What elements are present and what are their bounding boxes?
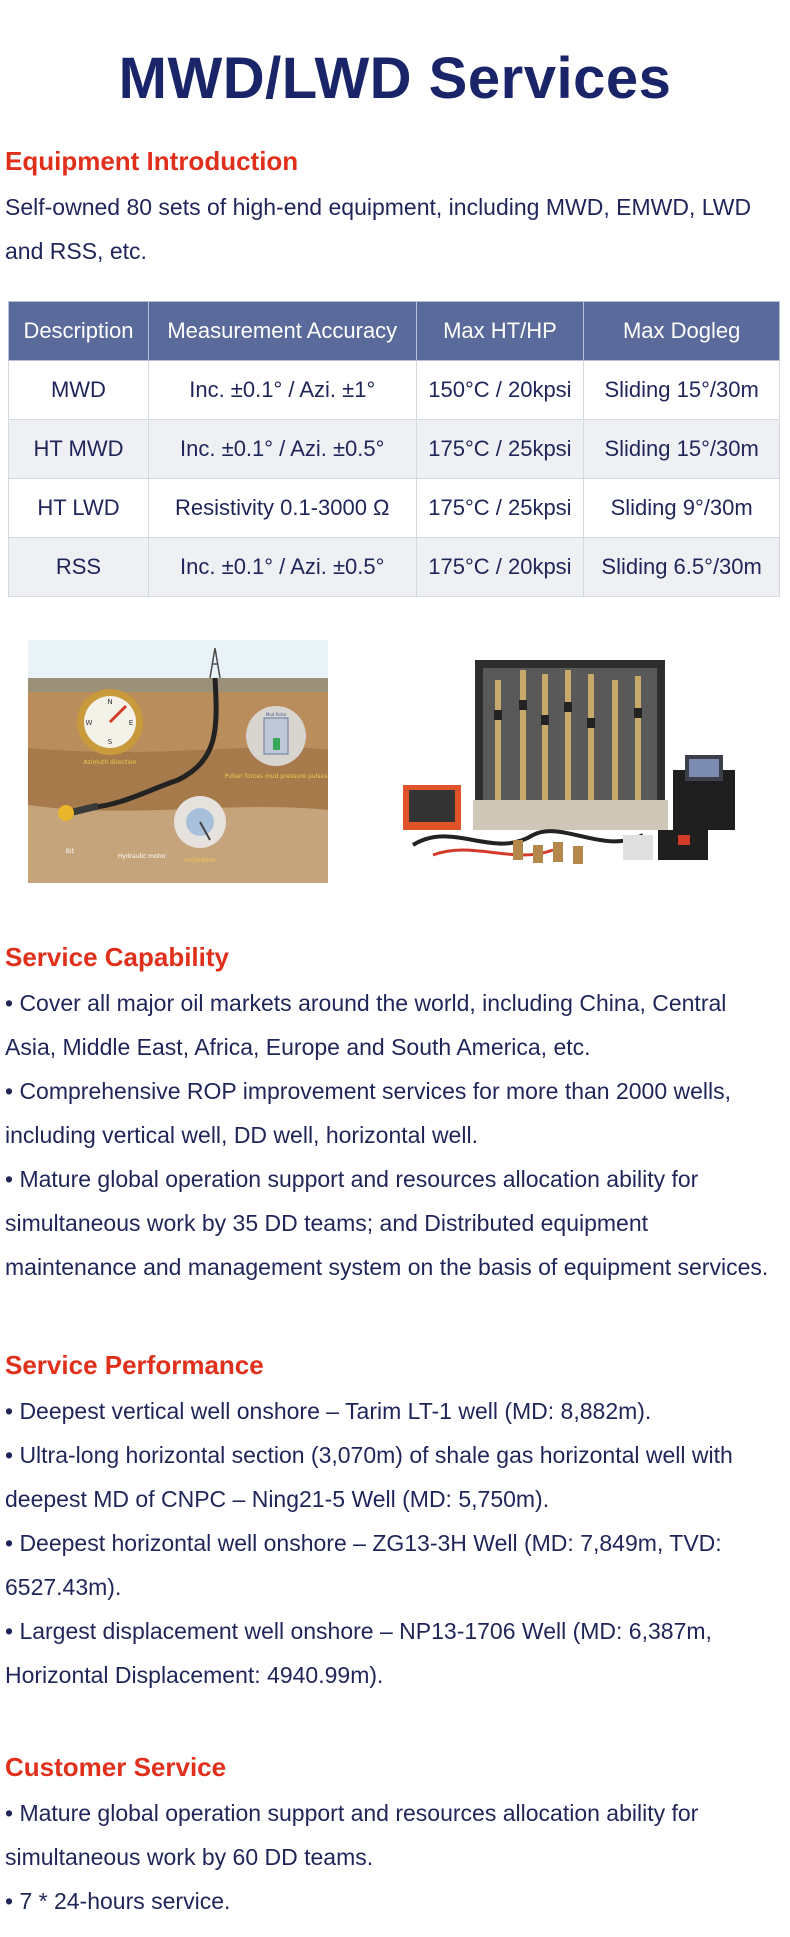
table-cell: HT LWD bbox=[9, 479, 149, 538]
compass-w-label: W bbox=[85, 719, 93, 727]
capability-line: • Cover all major oil markets around the world, including China, Central bbox=[5, 990, 727, 1016]
table-header-cell: Measurement Accuracy bbox=[148, 302, 416, 361]
performance-line: • Deepest horizontal well onshore – ZG13-3H Well (MD: 7,849m, TVD: bbox=[5, 1530, 722, 1556]
performance-line: Horizontal Displacement: 4940.99m). bbox=[5, 1662, 384, 1688]
customer-line: • 7 * 24-hours service. bbox=[5, 1888, 231, 1914]
customer-line: simultaneous work by 60 DD teams. bbox=[5, 1844, 374, 1870]
capability-line: • Mature global operation support and resources allocation ability for bbox=[5, 1166, 699, 1192]
table-cell: 175°C / 25kpsi bbox=[416, 479, 584, 538]
equipment-intro-line: Self-owned 80 sets of high-end equipment, including MWD, EMWD, LWD bbox=[5, 194, 752, 220]
azimuth-label: Azimuth direction bbox=[83, 759, 137, 766]
table-cell: Inc. ±0.1° / Azi. ±0.5° bbox=[148, 538, 416, 597]
table-cell: Sliding 15°/30m bbox=[584, 361, 780, 420]
table-cell: Inc. ±0.1° / Azi. ±0.5° bbox=[148, 420, 416, 479]
table-cell: Sliding 6.5°/30m bbox=[584, 538, 780, 597]
table-cell: MWD bbox=[9, 361, 149, 420]
performance-line: • Largest displacement well onshore – NP13-1706 Well (MD: 6,387m, bbox=[5, 1618, 712, 1644]
mwd-diagram-image bbox=[28, 640, 328, 883]
bit-label: Bit bbox=[65, 848, 75, 855]
table-row bbox=[9, 538, 780, 597]
equipment-intro-line: and RSS, etc. bbox=[5, 238, 147, 264]
capability-list bbox=[5, 981, 787, 1289]
equipment-intro bbox=[5, 185, 787, 273]
performance-line: • Deepest vertical well onshore – Tarim LT-1 well (MD: 8,882m). bbox=[5, 1398, 652, 1424]
pulser-label: Pulser forces mud pressure pulses bbox=[224, 773, 328, 780]
capability-line: maintenance and management system on the basis of equipment services. bbox=[5, 1254, 769, 1280]
capability-heading: Service Capability bbox=[5, 942, 229, 972]
performance-line: • Ultra-long horizontal section (3,070m) of shale gas horizontal well with bbox=[5, 1442, 733, 1468]
table-header-cell: Max HT/HP bbox=[416, 302, 584, 361]
table-cell: Sliding 15°/30m bbox=[584, 420, 780, 479]
compass-s-label: S bbox=[107, 738, 113, 746]
table-cell: HT MWD bbox=[9, 420, 149, 479]
performance-line: deepest MD of CNPC – Ning21-5 Well (MD: 5,750m). bbox=[5, 1486, 550, 1512]
equipment-heading: Equipment Introduction bbox=[5, 146, 299, 176]
equipment-spec-table bbox=[8, 301, 780, 597]
table-header-cell: Max Dogleg bbox=[584, 302, 780, 361]
performance-list bbox=[5, 1389, 787, 1697]
motor-label: Hydraulic motor bbox=[117, 853, 167, 860]
table-row bbox=[9, 479, 780, 538]
customer-line: • Mature global operation support and resources allocation ability for bbox=[5, 1800, 699, 1826]
equipment-kit-photo bbox=[393, 640, 753, 883]
page-title: MWD/LWD Services bbox=[118, 45, 672, 111]
mud-pulse-label: Mud Pulse bbox=[265, 712, 287, 717]
table-row bbox=[9, 361, 780, 420]
table-header-cell: Description bbox=[9, 302, 149, 361]
table-cell: 175°C / 20kpsi bbox=[416, 538, 584, 597]
capability-line: Asia, Middle East, Africa, Europe and South America, etc. bbox=[5, 1034, 591, 1060]
table-cell: 175°C / 25kpsi bbox=[416, 420, 584, 479]
table-cell: 150°C / 20kpsi bbox=[416, 361, 584, 420]
capability-line: including vertical well, DD well, horizontal well. bbox=[5, 1122, 478, 1148]
compass-n-label: N bbox=[107, 698, 113, 706]
capability-line: simultaneous work by 35 DD teams; and Distributed equipment bbox=[5, 1210, 649, 1236]
inclination-label: Inclination bbox=[184, 857, 216, 864]
table-cell: Sliding 9°/30m bbox=[584, 479, 780, 538]
capability-line: • Comprehensive ROP improvement services for more than 2000 wells, bbox=[5, 1078, 732, 1104]
table-cell: RSS bbox=[9, 538, 149, 597]
table-cell: Resistivity 0.1-3000 Ω bbox=[148, 479, 416, 538]
compass-e-label: E bbox=[128, 719, 134, 727]
customer-heading: Customer Service bbox=[5, 1752, 227, 1782]
performance-heading: Service Performance bbox=[5, 1350, 264, 1380]
customer-list bbox=[5, 1791, 787, 1923]
table-header-row bbox=[9, 302, 780, 361]
table-cell: Inc. ±0.1° / Azi. ±1° bbox=[148, 361, 416, 420]
table-row bbox=[9, 420, 780, 479]
performance-line: 6527.43m). bbox=[5, 1574, 122, 1600]
